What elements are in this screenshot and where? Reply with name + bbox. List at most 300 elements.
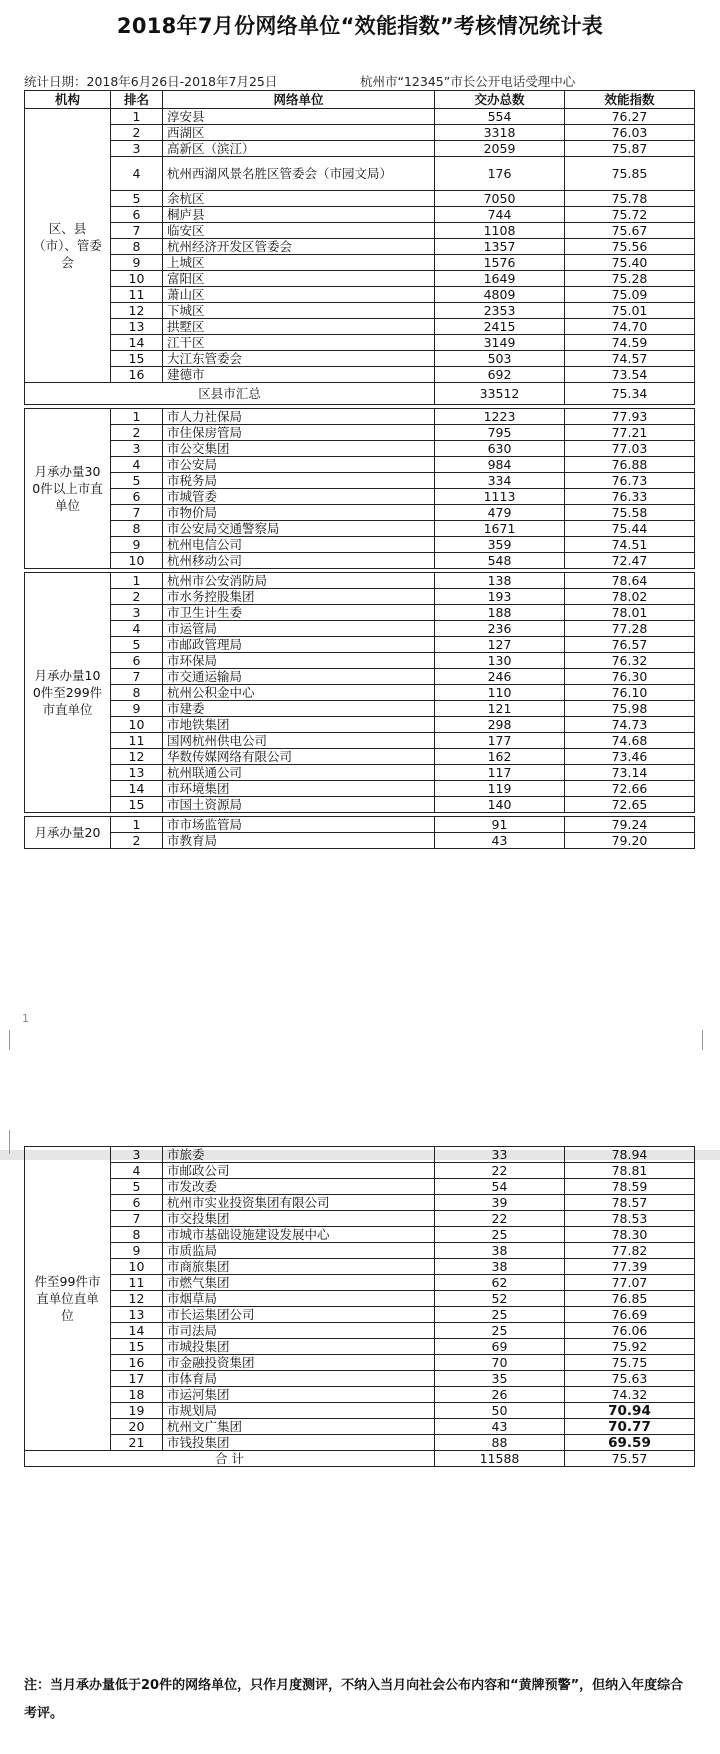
table-row	[25, 765, 695, 781]
table-row	[25, 669, 695, 685]
index-cell: 75.56	[565, 239, 695, 255]
index-cell: 74.68	[565, 733, 695, 749]
index-cell: 78.53	[565, 1211, 695, 1227]
table-row	[25, 1339, 695, 1355]
count-cell: 984	[435, 457, 565, 473]
count-cell: 88	[435, 1435, 565, 1451]
unit-cell: 高新区（滨江）	[163, 141, 435, 157]
category-cell: 月承办量300件以上市直单位	[25, 409, 111, 569]
unit-cell: 江干区	[163, 335, 435, 351]
count-cell: 110	[435, 685, 565, 701]
unit-cell: 杭州联通公司	[163, 765, 435, 781]
unit-cell: 市国土资源局	[163, 797, 435, 813]
rank-cell: 3	[111, 141, 163, 157]
unit-cell: 市邮政管理局	[163, 637, 435, 653]
count-cell: 119	[435, 781, 565, 797]
unit-cell: 市公交集团	[163, 441, 435, 457]
page-title: 2018年7月份网络单位“效能指数”考核情况统计表	[116, 14, 604, 38]
header-index: 效能指数	[565, 91, 695, 109]
table-row	[25, 109, 695, 125]
table-row	[25, 749, 695, 765]
table-row	[25, 255, 695, 271]
count-cell: 130	[435, 653, 565, 669]
index-cell: 73.54	[565, 367, 695, 383]
category-cell: 区、县（市）、管委会	[25, 109, 111, 383]
table-row	[25, 685, 695, 701]
index-cell: 76.33	[565, 489, 695, 505]
unit-cell: 市卫生计生委	[163, 605, 435, 621]
count-cell: 630	[435, 441, 565, 457]
index-cell: 73.46	[565, 749, 695, 765]
index-cell: 76.06	[565, 1323, 695, 1339]
rank-cell: 6	[111, 1195, 163, 1211]
category-cell: 月承办量20	[25, 817, 111, 849]
rank-cell: 10	[111, 271, 163, 287]
index-cell: 74.32	[565, 1387, 695, 1403]
rank-cell: 6	[111, 207, 163, 223]
count-cell: 193	[435, 589, 565, 605]
table-row	[25, 589, 695, 605]
unit-cell: 市住保房管局	[163, 425, 435, 441]
index-cell: 75.28	[565, 271, 695, 287]
table-row	[25, 573, 695, 589]
rank-cell: 11	[111, 287, 163, 303]
count-cell: 121	[435, 701, 565, 717]
count-cell: 1113	[435, 489, 565, 505]
index-cell: 76.69	[565, 1307, 695, 1323]
table-row	[25, 781, 695, 797]
rank-cell: 9	[111, 701, 163, 717]
unit-cell: 市运管局	[163, 621, 435, 637]
header-org: 机构	[25, 91, 111, 109]
count-cell: 1671	[435, 521, 565, 537]
unit-cell: 市公安局	[163, 457, 435, 473]
rank-cell: 10	[111, 553, 163, 569]
rank-cell: 19	[111, 1403, 163, 1419]
table-header-row	[25, 91, 695, 109]
unit-cell: 市发改委	[163, 1179, 435, 1195]
unit-cell: 国网杭州供电公司	[163, 733, 435, 749]
index-cell: 77.39	[565, 1259, 695, 1275]
rank-cell: 15	[111, 797, 163, 813]
unit-cell: 市教育局	[163, 833, 435, 849]
table-row	[25, 1243, 695, 1259]
count-cell: 176	[435, 157, 565, 191]
rank-cell: 20	[111, 1419, 163, 1435]
unit-cell: 杭州电信公司	[163, 537, 435, 553]
rank-cell: 15	[111, 1339, 163, 1355]
unit-cell: 杭州经济开发区管委会	[163, 239, 435, 255]
rank-cell: 14	[111, 781, 163, 797]
index-cell: 75.09	[565, 287, 695, 303]
rank-cell: 12	[111, 749, 163, 765]
rank-cell: 5	[111, 1179, 163, 1195]
rank-cell: 12	[111, 1291, 163, 1307]
rank-cell: 3	[111, 441, 163, 457]
table-row	[25, 621, 695, 637]
index-cell: 78.64	[565, 573, 695, 589]
unit-cell: 市环境集团	[163, 781, 435, 797]
index-cell: 72.47	[565, 553, 695, 569]
table-row	[25, 637, 695, 653]
rank-cell: 3	[111, 1147, 163, 1163]
count-cell: 25	[435, 1227, 565, 1243]
rank-cell: 2	[111, 425, 163, 441]
summary-label: 区县市汇总	[25, 383, 435, 405]
total-label: 合 计	[25, 1451, 435, 1467]
count-cell: 744	[435, 207, 565, 223]
unit-cell: 市体育局	[163, 1371, 435, 1387]
rank-cell: 6	[111, 653, 163, 669]
table-row	[25, 1291, 695, 1307]
unit-cell: 市环保局	[163, 653, 435, 669]
unit-cell: 市燃气集团	[163, 1275, 435, 1291]
table-row	[25, 553, 695, 569]
table-row	[25, 473, 695, 489]
unit-cell: 市邮政公司	[163, 1163, 435, 1179]
summary-index: 75.34	[565, 383, 695, 405]
rank-cell: 13	[111, 765, 163, 781]
rank-cell: 5	[111, 637, 163, 653]
rank-cell: 7	[111, 1211, 163, 1227]
index-cell: 75.01	[565, 303, 695, 319]
count-cell: 3149	[435, 335, 565, 351]
count-cell: 33	[435, 1147, 565, 1163]
count-cell: 1108	[435, 223, 565, 239]
count-cell: 1649	[435, 271, 565, 287]
index-cell: 69.59	[565, 1435, 695, 1451]
index-cell: 76.85	[565, 1291, 695, 1307]
count-cell: 177	[435, 733, 565, 749]
index-cell: 74.51	[565, 537, 695, 553]
table-row	[25, 833, 695, 849]
summary-count: 33512	[435, 383, 565, 405]
count-cell: 334	[435, 473, 565, 489]
unit-cell: 市城市基础设施建设发展中心	[163, 1227, 435, 1243]
index-cell: 77.28	[565, 621, 695, 637]
unit-cell: 临安区	[163, 223, 435, 239]
count-cell: 91	[435, 817, 565, 833]
table-row	[25, 191, 695, 207]
count-cell: 188	[435, 605, 565, 621]
index-cell: 73.14	[565, 765, 695, 781]
rank-cell: 8	[111, 521, 163, 537]
table-row	[25, 157, 695, 191]
table-row	[25, 303, 695, 319]
unit-cell: 西湖区	[163, 125, 435, 141]
count-cell: 298	[435, 717, 565, 733]
rank-cell: 9	[111, 255, 163, 271]
statistics-table	[24, 90, 695, 849]
index-cell: 78.02	[565, 589, 695, 605]
table-row	[25, 335, 695, 351]
unit-cell: 富阳区	[163, 271, 435, 287]
index-cell: 70.94	[565, 1403, 695, 1419]
unit-cell: 桐庐县	[163, 207, 435, 223]
count-cell: 69	[435, 1339, 565, 1355]
unit-cell: 市建委	[163, 701, 435, 717]
index-cell: 75.78	[565, 191, 695, 207]
table-row	[25, 489, 695, 505]
count-cell: 22	[435, 1211, 565, 1227]
header-count: 交办总数	[435, 91, 565, 109]
unit-cell: 市城投集团	[163, 1339, 435, 1355]
table-row	[25, 1307, 695, 1323]
crop-mark	[0, 1130, 10, 1154]
table-row	[25, 521, 695, 537]
index-cell: 75.72	[565, 207, 695, 223]
table-row	[25, 717, 695, 733]
table-row	[25, 1323, 695, 1339]
table-row	[25, 733, 695, 749]
index-cell: 76.32	[565, 653, 695, 669]
count-cell: 2059	[435, 141, 565, 157]
table-row	[25, 1227, 695, 1243]
count-cell: 236	[435, 621, 565, 637]
source-organization: 杭州市“12345”市长公开电话受理中心	[360, 74, 576, 89]
table-row	[25, 409, 695, 425]
table-row	[25, 1163, 695, 1179]
index-cell: 75.40	[565, 255, 695, 271]
index-cell: 76.88	[565, 457, 695, 473]
unit-cell: 市交通运输局	[163, 669, 435, 685]
rank-cell: 8	[111, 685, 163, 701]
table-row	[25, 223, 695, 239]
table-row	[25, 441, 695, 457]
table-row	[25, 1403, 695, 1419]
count-cell: 548	[435, 553, 565, 569]
rank-cell: 13	[111, 1307, 163, 1323]
unit-cell: 市交投集团	[163, 1211, 435, 1227]
statistics-table-continued	[24, 1146, 695, 1467]
unit-cell: 市公安局交通警察局	[163, 521, 435, 537]
header-rank: 排名	[111, 91, 163, 109]
rank-cell: 2	[111, 589, 163, 605]
unit-cell: 杭州西湖风景名胜区管委会（市园文局）	[163, 157, 435, 191]
table-row	[25, 797, 695, 813]
count-cell: 117	[435, 765, 565, 781]
unit-cell: 市质监局	[163, 1243, 435, 1259]
count-cell: 246	[435, 669, 565, 685]
rank-cell: 6	[111, 489, 163, 505]
table-row	[25, 271, 695, 287]
unit-cell: 市税务局	[163, 473, 435, 489]
table-row	[25, 1419, 695, 1435]
unit-cell: 建德市	[163, 367, 435, 383]
count-cell: 38	[435, 1243, 565, 1259]
unit-cell: 市地铁集团	[163, 717, 435, 733]
index-cell: 75.44	[565, 521, 695, 537]
index-cell: 74.59	[565, 335, 695, 351]
unit-cell: 萧山区	[163, 287, 435, 303]
table-row	[25, 1371, 695, 1387]
table-row	[25, 1355, 695, 1371]
unit-cell: 余杭区	[163, 191, 435, 207]
count-cell: 162	[435, 749, 565, 765]
count-cell: 554	[435, 109, 565, 125]
rank-cell: 4	[111, 157, 163, 191]
unit-cell: 市烟草局	[163, 1291, 435, 1307]
unit-cell: 杭州市公安消防局	[163, 573, 435, 589]
rank-cell: 14	[111, 1323, 163, 1339]
unit-cell: 市旅委	[163, 1147, 435, 1163]
crop-mark	[702, 1030, 712, 1050]
unit-cell: 市人力社保局	[163, 409, 435, 425]
unit-cell: 上城区	[163, 255, 435, 271]
unit-cell: 下城区	[163, 303, 435, 319]
count-cell: 138	[435, 573, 565, 589]
index-cell: 75.85	[565, 157, 695, 191]
count-cell: 692	[435, 367, 565, 383]
unit-cell: 市城管委	[163, 489, 435, 505]
table-row	[25, 701, 695, 717]
table-row	[25, 1387, 695, 1403]
rank-cell: 8	[111, 1227, 163, 1243]
unit-cell: 市水务控股集团	[163, 589, 435, 605]
index-cell: 78.81	[565, 1163, 695, 1179]
unit-cell: 华数传媒网络有限公司	[163, 749, 435, 765]
count-cell: 2415	[435, 319, 565, 335]
index-cell: 77.03	[565, 441, 695, 457]
unit-cell: 杭州文广集团	[163, 1419, 435, 1435]
rank-cell: 4	[111, 1163, 163, 1179]
index-cell: 76.10	[565, 685, 695, 701]
rank-cell: 17	[111, 1371, 163, 1387]
rank-cell: 8	[111, 239, 163, 255]
rank-cell: 10	[111, 1259, 163, 1275]
rank-cell: 16	[111, 367, 163, 383]
index-cell: 75.63	[565, 1371, 695, 1387]
rank-cell: 1	[111, 109, 163, 125]
rank-cell: 7	[111, 505, 163, 521]
count-cell: 1576	[435, 255, 565, 271]
summary-row	[25, 383, 695, 405]
total-row	[25, 1451, 695, 1467]
rank-cell: 2	[111, 833, 163, 849]
count-cell: 52	[435, 1291, 565, 1307]
rank-cell: 3	[111, 605, 163, 621]
total-count: 11588	[435, 1451, 565, 1467]
unit-cell: 市长运集团公司	[163, 1307, 435, 1323]
table-row	[25, 1211, 695, 1227]
count-cell: 1357	[435, 239, 565, 255]
index-cell: 75.58	[565, 505, 695, 521]
index-cell: 78.59	[565, 1179, 695, 1195]
table-row	[25, 457, 695, 473]
index-cell: 77.21	[565, 425, 695, 441]
table-row	[25, 351, 695, 367]
index-cell: 77.82	[565, 1243, 695, 1259]
index-cell: 75.98	[565, 701, 695, 717]
unit-cell: 杭州移动公司	[163, 553, 435, 569]
index-cell: 76.57	[565, 637, 695, 653]
rank-cell: 5	[111, 473, 163, 489]
rank-cell: 14	[111, 335, 163, 351]
count-cell: 43	[435, 833, 565, 849]
count-cell: 1223	[435, 409, 565, 425]
table-row	[25, 1179, 695, 1195]
count-cell: 127	[435, 637, 565, 653]
category-cell: 月承办量100件至299件市直单位	[25, 573, 111, 813]
rank-cell: 12	[111, 303, 163, 319]
unit-cell: 市市场监管局	[163, 817, 435, 833]
unit-cell: 市物价局	[163, 505, 435, 521]
rank-cell: 7	[111, 223, 163, 239]
table-row	[25, 239, 695, 255]
index-cell: 78.57	[565, 1195, 695, 1211]
unit-cell: 市金融投资集团	[163, 1355, 435, 1371]
count-cell: 62	[435, 1275, 565, 1291]
table-row	[25, 319, 695, 335]
index-cell: 79.24	[565, 817, 695, 833]
unit-cell: 市规划局	[163, 1403, 435, 1419]
index-cell: 76.03	[565, 125, 695, 141]
index-cell: 74.57	[565, 351, 695, 367]
count-cell: 359	[435, 537, 565, 553]
index-cell: 75.67	[565, 223, 695, 239]
rank-cell: 13	[111, 319, 163, 335]
index-cell: 76.27	[565, 109, 695, 125]
index-cell: 77.07	[565, 1275, 695, 1291]
index-cell: 76.73	[565, 473, 695, 489]
rank-cell: 2	[111, 125, 163, 141]
count-cell: 503	[435, 351, 565, 367]
rank-cell: 4	[111, 457, 163, 473]
crop-mark	[0, 1030, 10, 1050]
rank-cell: 21	[111, 1435, 163, 1451]
footnote: 注：当月承办量低于20件的网络单位，只作月度测评，不纳入当月向社会公布内容和“黄牌预警”，但纳入年度综合考评。	[24, 1678, 684, 1721]
unit-cell: 市运河集团	[163, 1387, 435, 1403]
table-row	[25, 425, 695, 441]
unit-cell: 大江东管委会	[163, 351, 435, 367]
table-row	[25, 1259, 695, 1275]
unit-cell: 拱墅区	[163, 319, 435, 335]
count-cell: 70	[435, 1355, 565, 1371]
index-cell: 75.75	[565, 1355, 695, 1371]
table-row	[25, 207, 695, 223]
table-row	[25, 287, 695, 303]
rank-cell: 1	[111, 817, 163, 833]
count-cell: 2353	[435, 303, 565, 319]
rank-cell: 15	[111, 351, 163, 367]
count-cell: 39	[435, 1195, 565, 1211]
table-row	[25, 1195, 695, 1211]
index-cell: 72.66	[565, 781, 695, 797]
index-cell: 74.70	[565, 319, 695, 335]
count-cell: 3318	[435, 125, 565, 141]
table-row	[25, 653, 695, 669]
count-cell: 479	[435, 505, 565, 521]
count-cell: 25	[435, 1307, 565, 1323]
table-row	[25, 125, 695, 141]
rank-cell: 11	[111, 733, 163, 749]
rank-cell: 4	[111, 621, 163, 637]
count-cell: 26	[435, 1387, 565, 1403]
index-cell: 78.01	[565, 605, 695, 621]
unit-cell: 市司法局	[163, 1323, 435, 1339]
table-row	[25, 605, 695, 621]
rank-cell: 7	[111, 669, 163, 685]
unit-cell: 杭州市实业投资集团有限公司	[163, 1195, 435, 1211]
index-cell: 77.93	[565, 409, 695, 425]
rank-cell: 9	[111, 1243, 163, 1259]
count-cell: 7050	[435, 191, 565, 207]
count-cell: 38	[435, 1259, 565, 1275]
rank-cell: 11	[111, 1275, 163, 1291]
count-cell: 50	[435, 1403, 565, 1419]
table-row	[25, 505, 695, 521]
count-cell: 25	[435, 1323, 565, 1339]
